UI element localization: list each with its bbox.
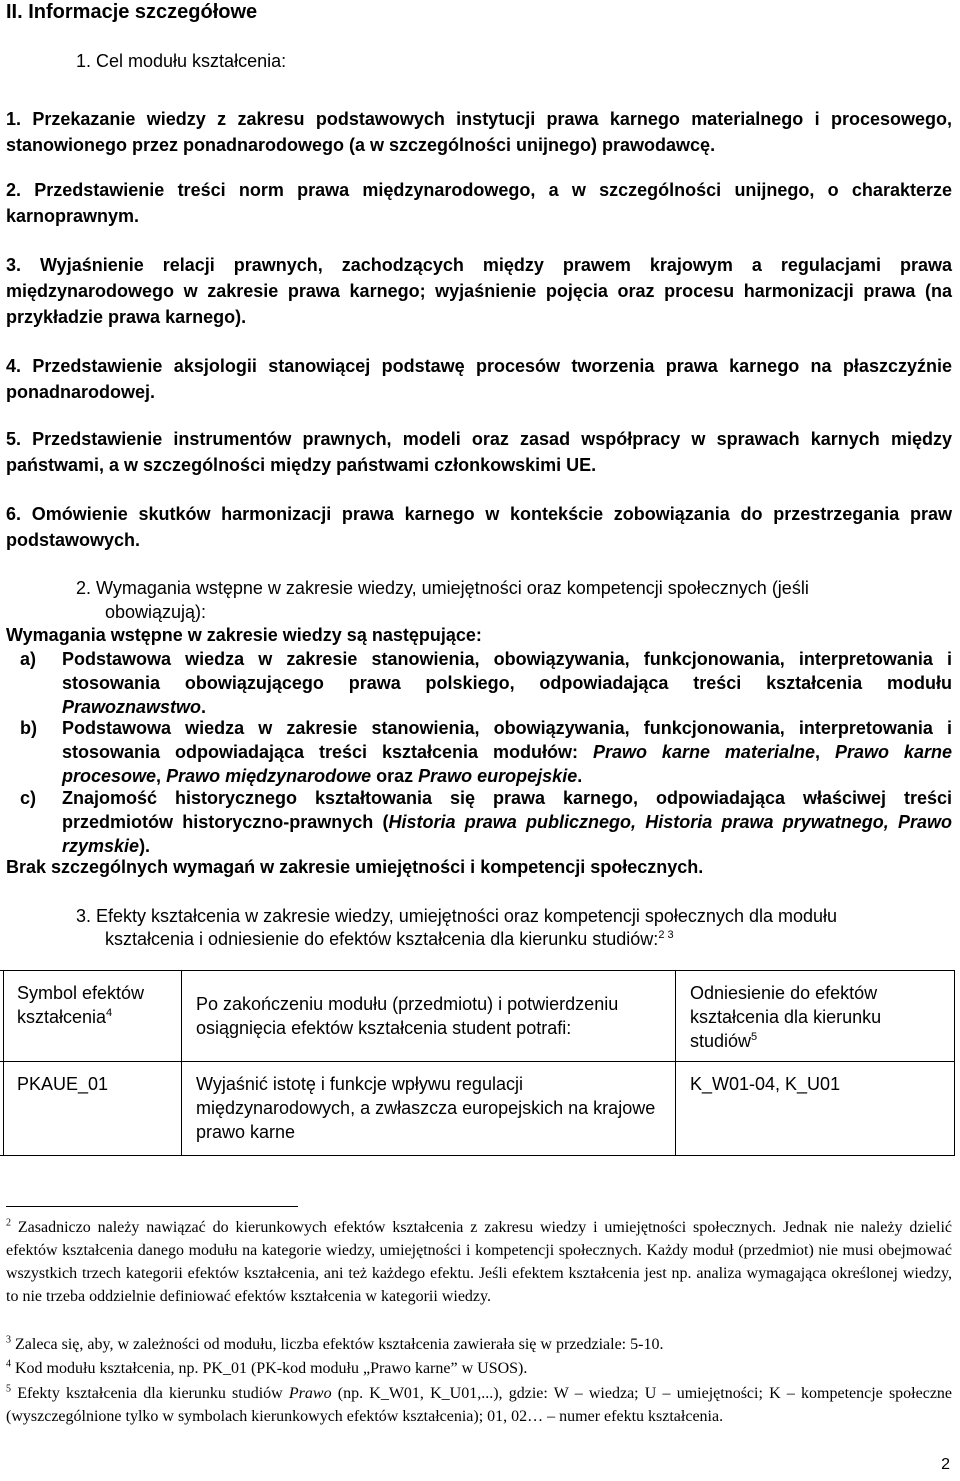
table-border xyxy=(181,970,182,1156)
footnote-text: Efekty kształcenia dla kierunku studiów xyxy=(17,1385,289,1402)
footnote-number: 3 xyxy=(6,1334,11,1346)
footnote xyxy=(6,1333,952,1356)
footnote-text: (np. K_W01, K_U01,...), gdzie: W – wiedza; U – umiejętności; K – kompetencje społeczne (wyszczególnione tylko w symbolach kierunkowych efektów kształcenia); 01, 02… – numer efektu kształcenia. xyxy=(6,1385,953,1425)
footnote-text: Kod modułu kształcenia, np. PK_01 (PK-kod modułu „Prawo karne” w USOS). xyxy=(15,1360,528,1377)
item-text: . xyxy=(201,697,207,717)
footnote xyxy=(6,1357,952,1380)
table-header-effect: Po zakończeniu modułu (przedmiotu) i potwierdzeniu osiągnięcia efektów kształcenia student potrafi: xyxy=(196,994,619,1038)
item-text: Podstawowa wiedza w zakresie stanowienia, obowiązywania, funkcjonowania, interpretowania i stosowania odpowiadająca treści kształcenia modułów: xyxy=(62,718,952,762)
item-italic-text: Historia prawa publicznego, Historia prawa prywatnego, Prawo rzymskie xyxy=(62,812,952,856)
item-italic-text: Prawo karne materialne xyxy=(592,742,815,762)
goal-text: Wyjaśnienie relacji prawnych, zachodzących między prawem krajowym a regulacjami prawa międzynarodowego w zakresie prawa karnego; wyjaśnienie pojęcia oraz procesu harmonizacji prawa (na przykładzie prawa karnego). xyxy=(6,255,952,327)
footnote-number: 5 xyxy=(6,1383,11,1395)
goal-number: 2. xyxy=(6,180,22,200)
table-border xyxy=(954,970,955,1156)
item-letter: a) xyxy=(20,649,37,669)
goal-item xyxy=(6,426,952,478)
table-border xyxy=(3,970,4,1156)
footnote xyxy=(6,1382,952,1428)
goal-number: 6. xyxy=(6,504,22,524)
requirements-heading: 2. Wymagania wstępne w zakresie wiedzy, umiejętności oraz kompetencji społecznych (jeśli xyxy=(76,578,809,598)
table-header-symbol xyxy=(17,981,167,1029)
item-italic-text: Prawo karne procesowe xyxy=(62,742,952,786)
item-letter: c) xyxy=(20,788,37,808)
table-cell-symbol: PKAUE_01 xyxy=(17,1074,109,1094)
footnote-ref: 4 xyxy=(106,1007,113,1019)
effects-heading-text: kształcenia i odniesienie do efektów kształcenia dla kierunku studiów: xyxy=(105,929,659,949)
goal-number: 5. xyxy=(6,429,22,449)
section-title: II. Informacje szczegółowe xyxy=(6,1,258,23)
item-letter: b) xyxy=(20,718,37,738)
goal-item xyxy=(6,177,952,229)
table-border xyxy=(0,970,955,971)
footnote-text: Zasadniczo należy nawiązać do kierunkowych efektów kształcenia z zakresu wiedzy i umiejętności społecznych. Jednak nie należy dzielić efektów kształcenia danego modułu na kategorie wiedzy, umiejętności i kompetencji społecznych. Każdy moduł (przedmiot) nie musi obejmować wszystkich trzech kategorii efektów kształcenia, ani też każdego efektu. Jeśli efektem kształcenia jest np. analiza wymagająca określonej wiedzy, to nie trzeba oddzielnie definiować efektów kształcenia w kategorii wiedzy. xyxy=(6,1219,953,1305)
goal-item xyxy=(6,252,952,330)
item-italic-text: Prawo międzynarodowe xyxy=(166,766,372,786)
table-cell-effect: Wyjaśnić istotę i funkcje wpływu regulacji międzynarodowych, a zwłaszcza europejskich na krajowe prawo karne xyxy=(196,1074,656,1142)
item-body xyxy=(62,786,952,858)
goal-number: 1. xyxy=(6,109,22,129)
footnote-number: 4 xyxy=(6,1358,11,1370)
goal-text: Przedstawienie treści norm prawa międzynarodowego, a w szczególności unijnego, o charakterze karnoprawnym. xyxy=(6,180,952,226)
footnote-ref: 2 3 xyxy=(658,929,674,941)
no-requirements-note: Brak szczególnych wymagań w zakresie umiejętności i kompetencji społecznych. xyxy=(6,857,704,877)
table-cell-reference: K_W01-04, K_U01 xyxy=(690,1074,841,1094)
footnote xyxy=(6,1216,952,1308)
requirements-heading-continued: obowiązują): xyxy=(105,602,207,622)
effects-heading-continued xyxy=(105,927,674,951)
goal-item xyxy=(6,106,952,158)
item-text: . xyxy=(577,766,583,786)
item-text: ). xyxy=(139,836,151,856)
header-text: Odniesienie do efektów kształcenia dla kierunku studiów xyxy=(690,983,882,1051)
goal-heading: 1. Cel modułu kształcenia: xyxy=(76,51,287,71)
table-border xyxy=(0,1155,955,1156)
goal-number: 3. xyxy=(6,255,22,275)
requirements-intro: Wymagania wstępne w zakresie wiedzy są następujące: xyxy=(6,625,482,645)
table-border xyxy=(0,1061,955,1062)
item-text: , xyxy=(156,766,167,786)
item-text: oraz xyxy=(371,766,419,786)
footnote-text: Zaleca się, aby, w zależności od modułu, liczba efektów kształcenia zawierała się w przedziale: 5-10. xyxy=(15,1336,664,1353)
item-italic-text: Prawoznawstwo xyxy=(62,697,202,717)
item-text: , xyxy=(814,742,835,762)
page-number: 2 xyxy=(941,1456,950,1473)
goal-item xyxy=(6,501,952,553)
goal-item xyxy=(6,353,952,405)
item-text: Znajomość historycznego kształtowania się prawa karnego, odpowiadająca właściwej treści przedmiotów historyczno-prawnych ( xyxy=(62,788,952,832)
goal-text: Przekazanie wiedzy z zakresu podstawowych instytucji prawa karnego materialnego i procesowego, stanowionego przez ponadnarodowego (a w szczególności unijnego) prawodawcę. xyxy=(6,109,952,155)
goal-text: Omówienie skutków harmonizacji prawa karnego w kontekście zobowiązania do przestrzegania praw podstawowych. xyxy=(6,504,952,550)
footnote-separator xyxy=(6,1206,298,1207)
footnote-italic-text: Prawo xyxy=(288,1385,332,1402)
item-body xyxy=(62,716,952,788)
goal-text: Przedstawienie aksjologii stanowiącej podstawę procesów tworzenia prawa karnego na płaszczyźnie ponadnarodowej. xyxy=(6,356,952,402)
header-text: Symbol efektów kształcenia xyxy=(17,983,145,1027)
goal-text: Przedstawienie instrumentów prawnych, modeli oraz zasad współpracy w sprawach karnych między państwami, a w szczególności między państwami członkowskimi UE. xyxy=(6,429,952,475)
footnote-ref: 5 xyxy=(751,1031,758,1043)
goal-number: 4. xyxy=(6,356,22,376)
table-header-reference xyxy=(690,981,930,1053)
item-italic-text: Prawo europejskie xyxy=(418,766,578,786)
table-border xyxy=(675,970,676,1156)
footnote-number: 2 xyxy=(6,1217,11,1229)
item-text: Podstawowa wiedza w zakresie stanowienia, obowiązywania, funkcjonowania, interpretowania i stosowania obowiązującego prawa polskiego, odpowiadająca treści kształcenia modułu xyxy=(62,649,952,693)
effects-heading: 3. Efekty kształcenia w zakresie wiedzy, umiejętności oraz kompetencji społecznych dla modułu xyxy=(76,906,838,926)
item-body xyxy=(62,647,952,719)
